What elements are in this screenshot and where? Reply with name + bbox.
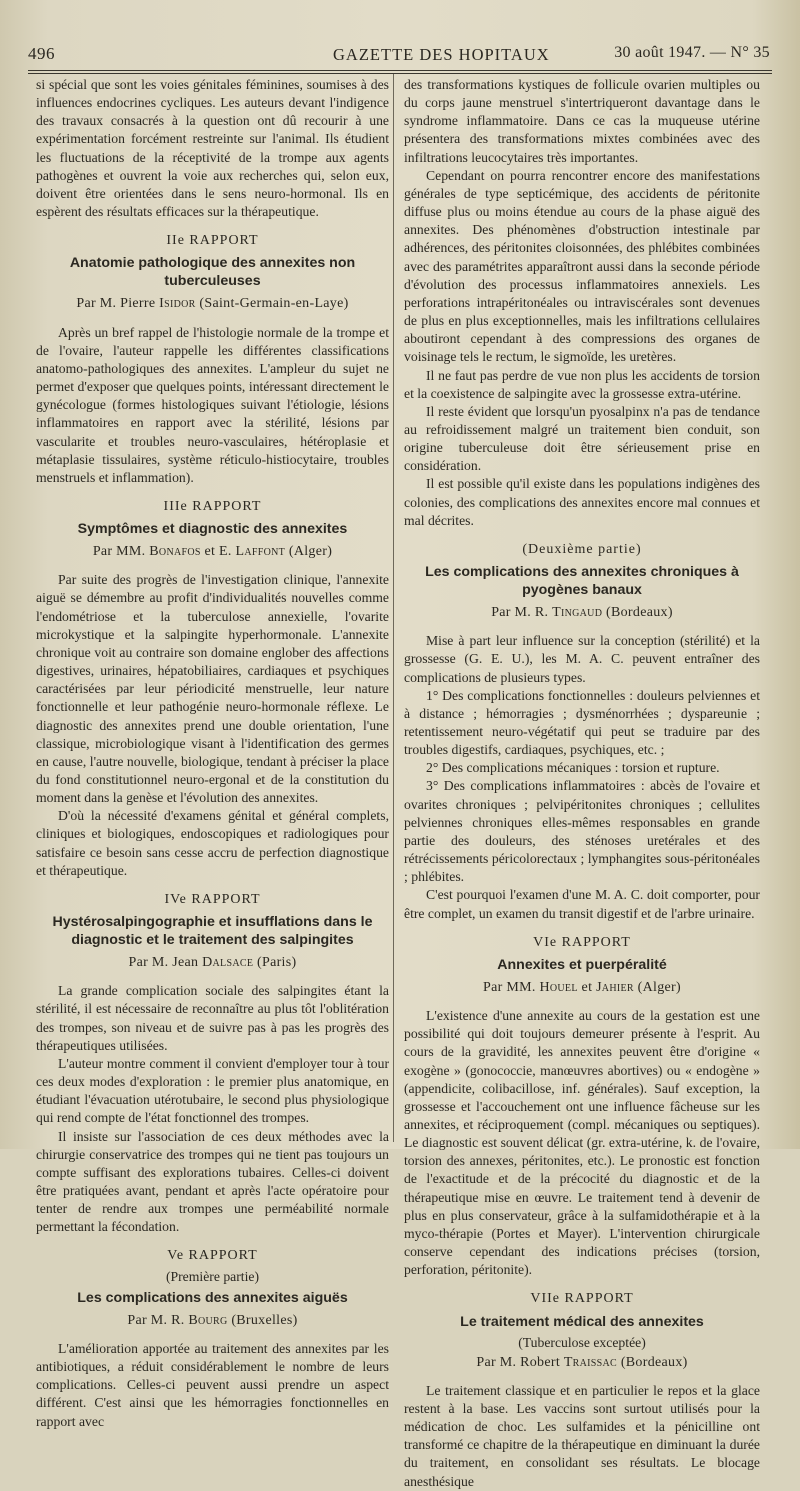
- author-name: Laffont: [235, 544, 286, 560]
- report-2-title: Anatomie pathologique des annexites non tuberculeuses: [69, 255, 356, 290]
- report-6-author: Par MM. Houel et Jahier (Alger): [483, 979, 681, 995]
- author-name: Traissac: [563, 1354, 618, 1370]
- report-2-paragraph: Après un bref rappel de l'histologie normale de la trompe et de l'ovaire, l'auteur rappelle les différentes classifications anatomo-pathologiques des annexites. L'ampleur du sujet ne permet d'exposer que quelques points, intéressant directement le gynécologue (formes histologiques suivant l'étiologie, lésions inflammatoires en rapport avec la stérilité, lésions par vascularite et troubles neuro-vasculaires, hétéroplasie et métaplasie tissulaires, système réticulo-histiocytaire, troubles menstruels et inflammation).: [36, 324, 389, 485]
- report-6-title: Annexites et puerpéralité: [497, 956, 667, 973]
- author-name: Houel: [539, 979, 578, 995]
- body-paragraph: Il reste évident que lorsqu'un pyosalpinx n'a pas de tendance au refroidissement malgré un traitement bien conduit, son origine tuberculeuse doit être sérieusement prise en considération.: [404, 403, 760, 474]
- report-2-author: Par M. Pierre Isidor (Saint-Germain-en-Laye): [76, 296, 349, 312]
- author-name: Jahier: [596, 979, 634, 995]
- report-5b-subtitle: (Deuxième partie): [522, 541, 642, 557]
- report-5-paragraph: L'amélioration apportée au traitement des annexites par les antibiotiques, a réduit considérablement le nombre de leurs complications. Celles-ci peuvent aussi prendre un aspect différent. C'est ainsi que les hémorragies fonctionnelles en rapport avec: [36, 1340, 389, 1429]
- report-7-title: Le traitement médical des annexites: [460, 1313, 704, 1330]
- report-2-label: IIe RAPPORT: [166, 233, 259, 249]
- report-5b-author: Par M. R. Tingaud (Bordeaux): [491, 605, 673, 621]
- report-5-title: Les complications des annexites aiguës: [77, 1289, 348, 1306]
- report-3-title: Symptômes et diagnostic des annexites: [77, 521, 348, 538]
- report-3-author: Par MM. Bonafos et E. Laffont (Alger): [92, 544, 333, 560]
- body-paragraph: Il ne faut pas perdre de vue non plus les accidents de torsion et la coexistence de salpingite avec la grossesse extra-utérine.: [404, 367, 760, 401]
- report-3-paragraph: D'où la nécessité d'examens génital et général complets, cliniques et biologiques, endoscopiques et radiologiques pour satisfaire ce besoin sans cesse accru de perfection diagnostique et thérapeutique.: [36, 808, 389, 878]
- report-5b-title: Les complications des annexites chroniques à pyogènes banaux: [425, 564, 739, 599]
- report-5-subtitle: (Première partie): [165, 1268, 260, 1284]
- report-7-label: VIIe RAPPORT: [530, 1291, 634, 1307]
- report-4-label: IVe RAPPORT: [164, 891, 261, 907]
- author-name: Tingaud: [552, 605, 603, 621]
- report-7-subtitle: (Tuberculose exceptée): [518, 1334, 646, 1350]
- left-column: [36, 76, 389, 1431]
- author-name: Dalsace: [202, 955, 254, 971]
- author-name: Bonafos: [149, 544, 201, 560]
- body-paragraph: Il est possible qu'il existe dans les populations indigènes des colonies, des complications des annexites encore mal connues et mal décrites.: [404, 476, 760, 528]
- journal-title: GAZETTE DES HOPITAUX: [333, 45, 550, 64]
- continued-paragraph: des transformations kystiques de follicule ovarien multiples ou du corps jaune menstruel s'intertriqueront davantage dans le syndrome inflammatoire. Dans ce cas la muqueuse utérine présentera des transformations mixtes combinées avec des infiltrations leucocytaires très importantes.: [404, 77, 760, 165]
- report-3-label: IIIe RAPPORT: [163, 498, 262, 514]
- body-paragraph: Cependant on pourra rencontrer encore des manifestations générales de type septicémique, des accidents de péritonite diffuse plus ou moins étendue au cours de la phase aiguë des annexites. Des phénomènes d'obstruction intestinale par adhérences, des péritonites cloisonnées, des phlébites combinées avec des paramétrites apparaîtront aussi dans la seconde période d'évolution des processus inflammatoires annexiels. Les perforations intrapéritonéales ou intraviscérales sont devenues de plus en plus exceptionnelles, mais les infiltrations cellulaires aboutiront cependant à des compressions des organes de voisinage tels le rectum, le sigmoïde, les uretères.: [404, 167, 760, 365]
- page-header: [28, 44, 778, 68]
- report-5b-paragraph: C'est pourquoi l'examen d'une M. A. C. doit comporter, pour être complet, un examen du transit digestif et de l'arbre urinaire.: [404, 887, 760, 921]
- author-name: Isidor: [159, 296, 196, 312]
- report-5b-paragraph: 3° Des complications inflammatoires : abcès de l'ovaire et ovarites chroniques ; pelvipéritonites chroniques ; cellulites pelviennes chroniques elles-mêmes responsables en grande partie des douleurs, des sténoses uretérales et des rétrécissements péricolorectaux ; lymphangites sous-péritonéales ; phlébites.: [404, 778, 760, 885]
- report-4-paragraph: Il insiste sur l'association de ces deux méthodes avec la chirurgie conservatrice des trompes qui ne tient pas toujours un compte suffisant des explorations tubaires. Celles-ci doivent être pratiquées avant, pendant et après l'acte opératoire pour tenter de rendre aux trompes une perméabilité normale permettant la fécondation.: [36, 1128, 389, 1235]
- report-5-author: Par M. R. Bourg (Bruxelles): [127, 1312, 298, 1328]
- header-rule: [28, 70, 772, 74]
- report-4-paragraph: La grande complication sociale des salpingites étant la stérilité, il est nécessaire de reconnaître au plus tôt l'oblitération des trompes, son niveau et de suivre pas à pas les progrès des thérapeutiques utilisées.: [36, 983, 389, 1053]
- author-name: Bourg: [188, 1312, 228, 1328]
- report-4-title: Hystérosalpingographie et insufflations dans le diagnostic et le traitement des salpingites: [52, 914, 373, 949]
- right-column: [404, 76, 760, 1491]
- report-7-author: Par M. Robert Traissac (Bordeaux): [476, 1354, 688, 1370]
- report-5b-paragraph: Mise à part leur influence sur la conception (stérilité) et la grossesse (G. E. U.), les M. A. C. peuvent entraîner des complications de plusieurs types.: [404, 633, 760, 685]
- report-3-paragraph: Par suite des progrès de l'investigation clinique, l'annexite aiguë se démembre au profit d'individualités nouvelles comme l'endométriose et la tuberculose annexielle, l'ovarite microkystique et la salpingite hyperhormonale. L'annexite chronique voit au contraire son domaine englober des affections digestives, urinaires, hépatobiliaires, cardiaques et psychiques caractérisées par leur périodicité menstruelle, leur nature fonctionnelle et leur pathogénie neuro-hormonale réflexe. Le diagnostic des annexites prend une double orientation, l'une classique, microbiologique visant à l'identification des germes en cause, l'autre nouvelle, biologique, tendant à préciser la place du fond constitutionnel neuro-ergonal et de la constitution du moment dans la genèse et l'évolution des annexites.: [36, 572, 389, 806]
- issue-date: 30 août 1947. — N° 35: [614, 44, 770, 61]
- report-6-label: VIe RAPPORT: [533, 934, 631, 950]
- report-5b-paragraph: 1° Des complications fonctionnelles : douleurs pelviennes et à distance ; hémorragies ; dysménorrhées ; dyspareunie ; retentissement neuro-végétatif qui peut se traduire par des troubles digestifs, cardiaques, psychiques, etc. ;: [404, 687, 760, 758]
- report-5b-paragraph: 2° Des complications mécaniques : torsion et rupture.: [426, 760, 720, 776]
- report-4-author: Par M. Jean Dalsace (Paris): [128, 955, 297, 971]
- report-6-paragraph: L'existence d'une annexite au cours de la gestation est une possibilité qui doit toujours demeurer présente à l'esprit. Au cours de la gravidité, les annexites peuvent être d'origine « exogène » (gonococcie, manœuvres abortives) ou « endogène » (appendicite, colibacillose, inf. générales). Sauf exception, la grossesse et l'accouchement ont une influence fâcheuse sur les annexites, et réciproquement (compl. mécaniques ou septiques). Le diagnostic est souvent délicat (gr. extra-utérine, k. de l'ovaire, torsion des annexes, péritonites, etc.). Le pronostic est fonction de l'exactitude et de la précocité du diagnostic et de la thérapeutique mise en œuvre. Le traitement tend à devenir de plus en plus conservateur, grâce à la sulfamidothérapie et à la myco-thérapie (Portes et Mayer). L'intervention chirurgicale conserve cependant des indications précises (torsion, perforation, péritonite).: [404, 1008, 760, 1278]
- column-divider: [393, 74, 394, 1142]
- continued-paragraph: si spécial que sont les voies génitales féminines, soumises à des influences endocrines cycliques. Les auteurs devant l'indigence des travaux consacrés à la question ont dû recourir à une expérimentation forcément restreinte sur l'animal. Ils étudient les fluctuations de la réceptivité de la trompe aux agents pathogènes et ouvrent la voie aux recherches qui, selon eux, doivent être orientées dans le sens neuro-hormonal. Ils en espèrent des résultats efficaces sur la thérapeutique.: [36, 77, 389, 220]
- report-4-paragraph: L'auteur montre comment il convient d'employer tour à tour ces deux modes d'exploration : le premier plus anatomique, en étudiant l'évacuation utérotubaire, le second plus physiologique qui rend compte de l'état fonctionnel des trompes.: [36, 1055, 389, 1126]
- report-5-label: Ve RAPPORT: [167, 1248, 258, 1264]
- report-7-paragraph: Le traitement classique et en particulier le repos et la glace restent à la base. Les vaccins sont surtout utilisés pour la médication de choc. Les sulfamides et la pénicilline ont transformé ce chapitre de la thérapeutique en diminuant la durée du traitement, en consolidant ses résultats. Le blocage anesthésique: [404, 1382, 760, 1489]
- page-number: 496: [28, 44, 55, 63]
